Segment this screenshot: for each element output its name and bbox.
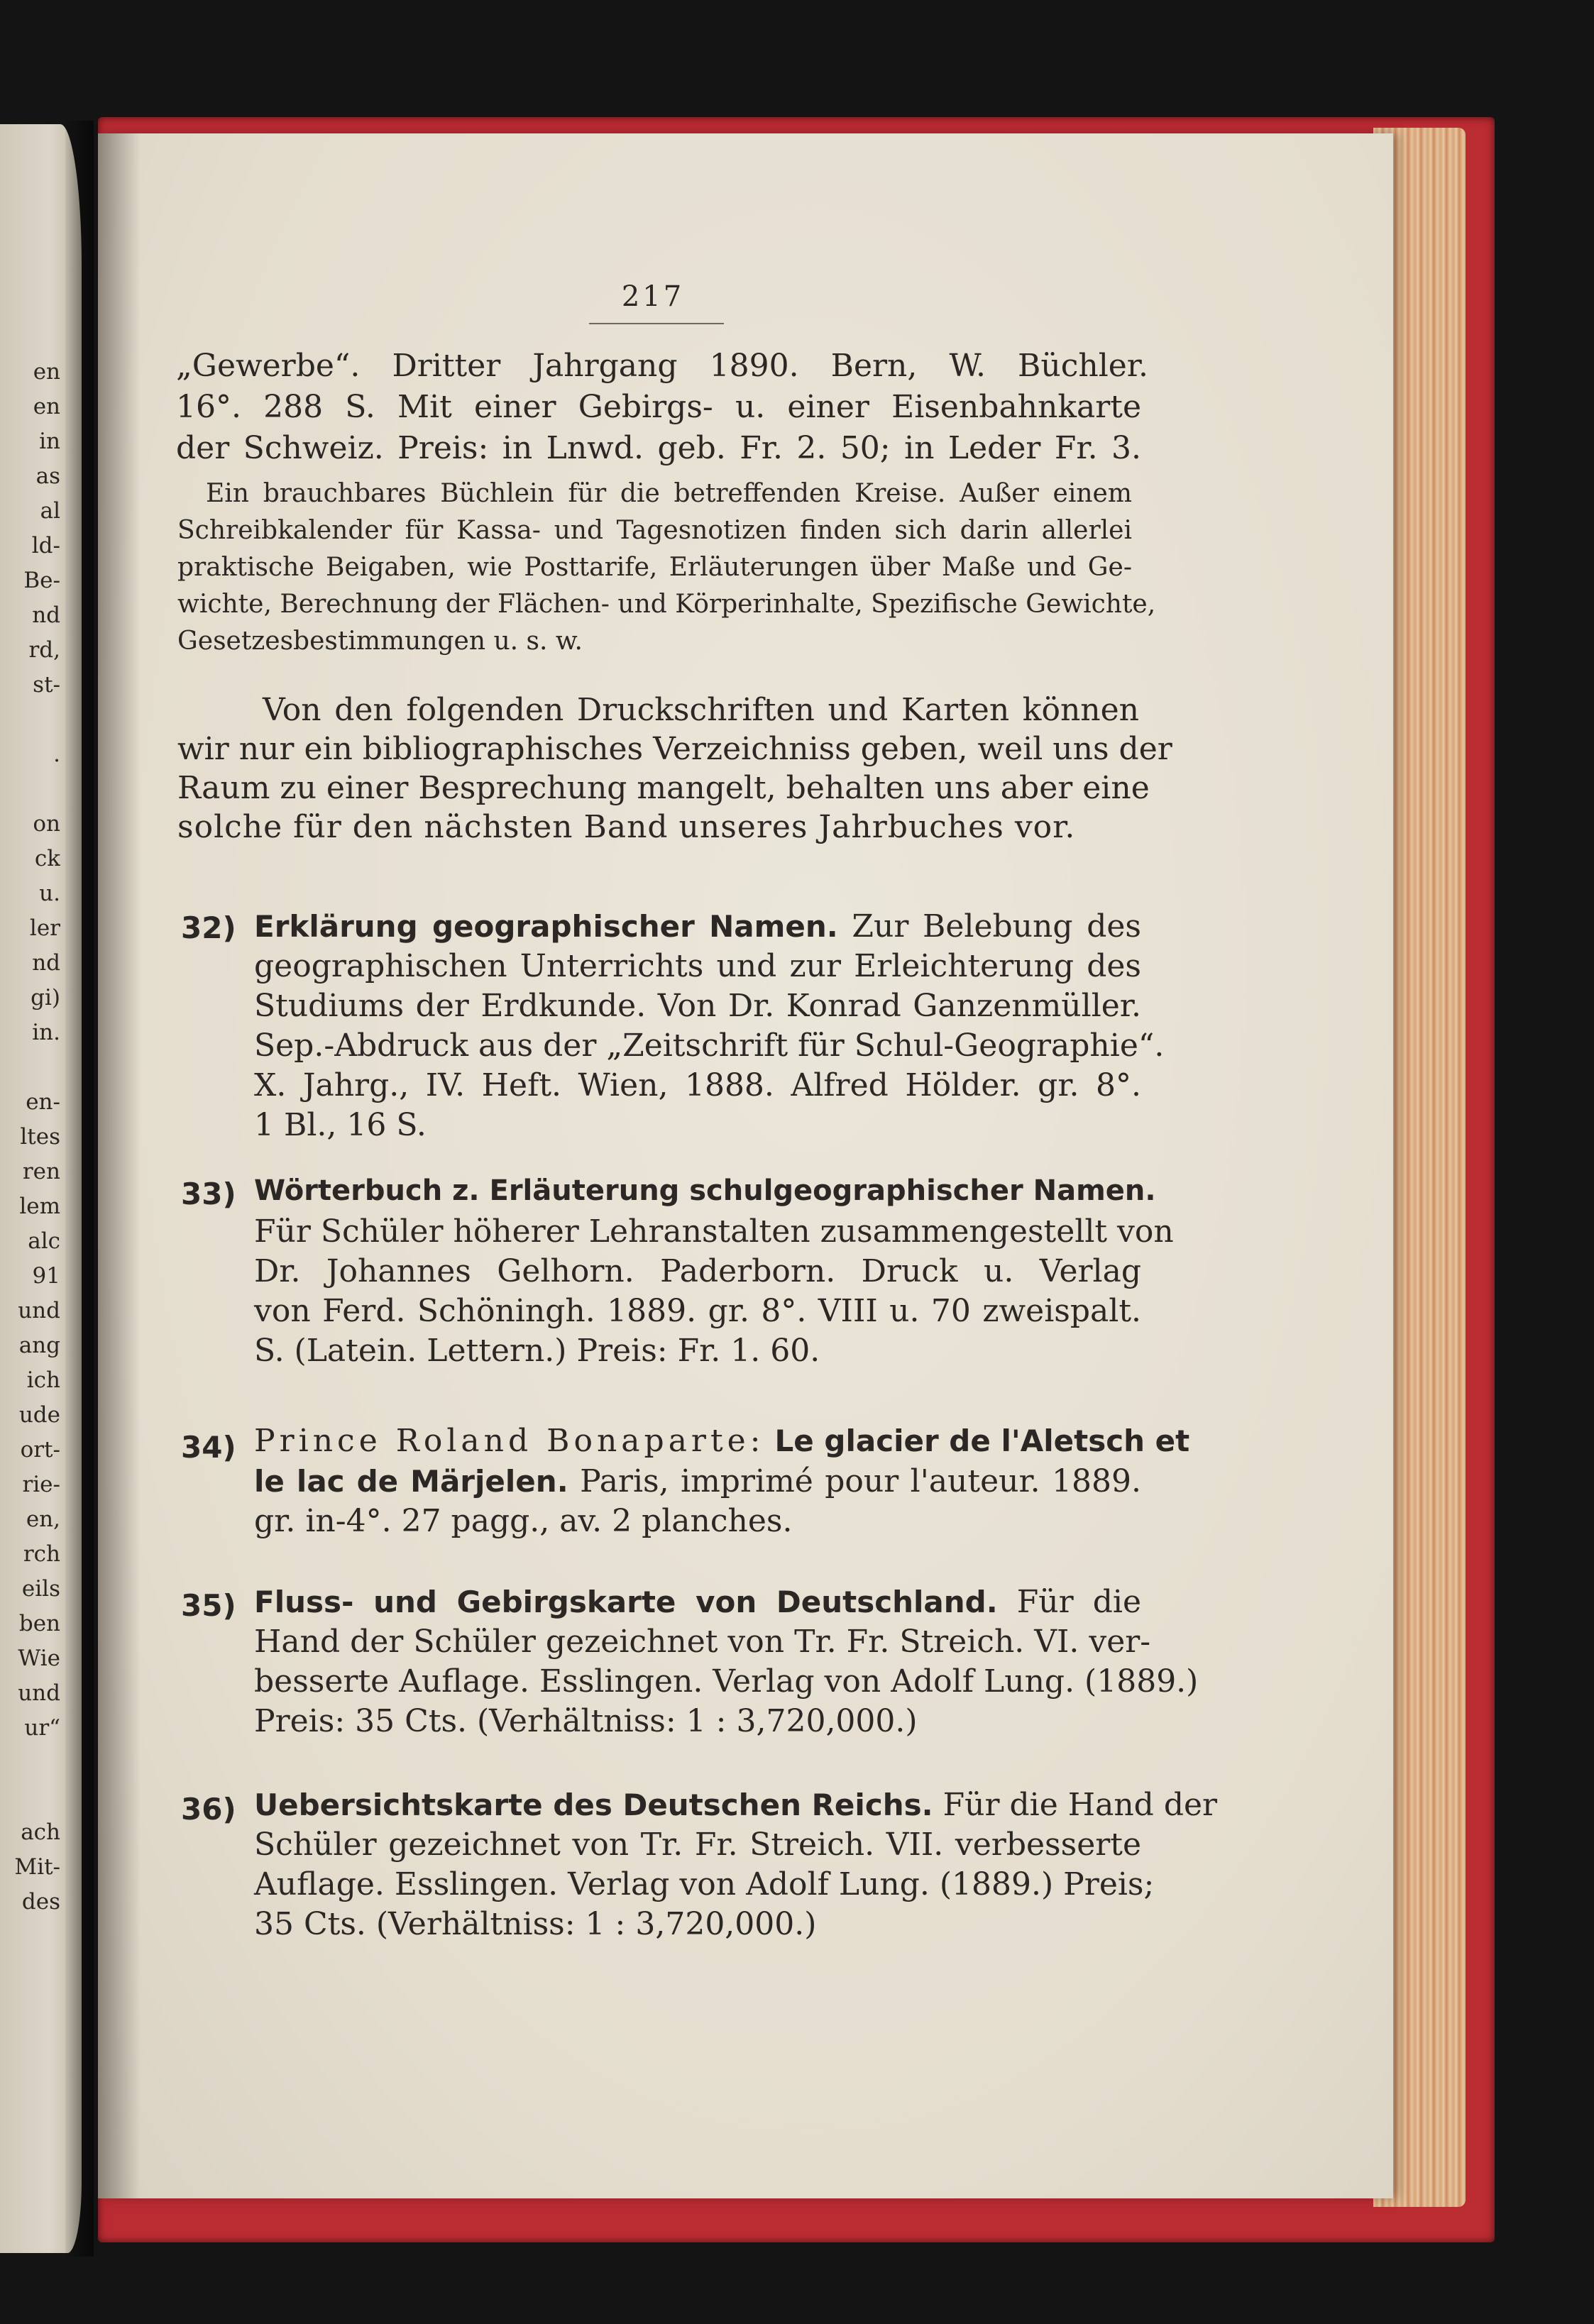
- left-page-fragment: .: [53, 742, 60, 767]
- left-page-fragment: [0, 1746, 60, 1780]
- entry-line: Schüler gezeichnet von Tr. Fr. Streich. VII. verbesserte: [254, 1827, 1141, 1863]
- page-number-rule: [589, 323, 724, 324]
- entry-second-line: [254, 1463, 1141, 1499]
- entry-title: Le glacier de l'Aletsch et: [774, 1423, 1190, 1458]
- entry-first-rest: Paris, imprimé pour l'auteur. 1889.: [580, 1463, 1141, 1499]
- entry-line: Sep.-Abdruck aus der „Zeitschrift für Schul-Geographie“.: [254, 1028, 1165, 1064]
- left-page-fragment: as: [35, 463, 60, 489]
- entry-title: Erklärung geographischer Namen.: [254, 909, 838, 944]
- left-page-fragment: ach: [21, 1819, 60, 1845]
- left-page-fragment: [0, 1780, 60, 1815]
- entry-line: Hand der Schüler gezeichnet von Tr. Fr. Streich. VI. ver-: [254, 1624, 1151, 1660]
- left-page-fragment: in.: [32, 1020, 60, 1045]
- entry-line: Für Schüler höherer Lehranstalten zusammengestellt von: [254, 1213, 1174, 1250]
- entry-line: Studiums der Erdkunde. Von Dr. Konrad Ganzenmüller.: [254, 988, 1141, 1024]
- entry-line: von Ferd. Schöningh. 1889. gr. 8°. VIII u. 70 zweispalt.: [254, 1293, 1141, 1329]
- left-page-fragment: lem: [19, 1194, 60, 1219]
- left-page-fragment: rch: [23, 1541, 60, 1567]
- book-gutter-shadow: [65, 121, 94, 2257]
- left-page-fragment: ang: [18, 1333, 60, 1358]
- entry-title: Fluss- und Gebirgskarte von Deutschland.: [254, 1585, 998, 1619]
- left-page-fragment: nd: [32, 950, 60, 976]
- entry-line: gr. in-4°. 27 pagg., av. 2 planches.: [254, 1503, 793, 1539]
- left-page-fragment: rie-: [22, 1472, 60, 1497]
- left-page-fragment: [0, 1050, 60, 1085]
- entry-line: besserte Auflage. Esslingen. Verlag von Adolf Lung. (1889.): [254, 1663, 1199, 1700]
- intro-note-line: wichte, Berechnung der Flächen- und Körperinhalte, Spezifische Gewichte,: [177, 590, 1156, 619]
- left-page-fragment: und: [18, 1298, 60, 1323]
- left-page-fragment: gi): [31, 985, 60, 1010]
- left-page-fragment: [0, 772, 60, 807]
- intro-note-line: Gesetzesbestimmungen u. s. w.: [177, 627, 583, 656]
- left-page-fragment: des: [21, 1889, 60, 1915]
- entry-author: Prince Roland Bonaparte:: [254, 1423, 765, 1459]
- page-gutter-shadow: [98, 133, 141, 2198]
- entry-first-rest: Für die: [1016, 1584, 1141, 1620]
- entry-line: Dr. Johannes Gelhorn. Paderborn. Druck u. Verlag: [254, 1253, 1141, 1289]
- left-page-fragment: in: [39, 429, 60, 454]
- entry-number: 34): [181, 1430, 236, 1465]
- left-page-fragment: ben: [18, 1611, 60, 1636]
- entry-first-rest: Für die Hand der: [942, 1787, 1218, 1823]
- entry-line: 35 Cts. (Verhältniss: 1 : 3,720,000.): [254, 1906, 817, 1942]
- left-page-fragment: rd,: [28, 637, 60, 663]
- paragraph-line: solche für den nächsten Band unseres Jahrbuches vor.: [177, 809, 1076, 845]
- left-page-fragment: on: [33, 811, 60, 837]
- entry-title: Uebersichtskarte des Deutschen Reichs.: [254, 1788, 933, 1822]
- entry-line: 1 Bl., 16 S.: [254, 1107, 427, 1143]
- entry-line: geographischen Unterrichts und zur Erleichterung des: [254, 948, 1141, 984]
- left-page-fragment: Wie: [18, 1646, 60, 1671]
- left-page-fragment: eils: [21, 1576, 60, 1602]
- entry-first-line: [254, 1423, 1190, 1459]
- entry-title: Wörterbuch z. Erläuterung schulgeographischer Namen.: [254, 1174, 1156, 1207]
- entry-first-line: [254, 1787, 1218, 1823]
- left-page-fragment: en-: [26, 1089, 60, 1115]
- left-page-fragment: u.: [39, 881, 60, 906]
- left-page-fragment: en: [33, 394, 60, 419]
- left-page-fragment: ck: [34, 846, 60, 871]
- left-page-fragment: ren: [22, 1159, 60, 1184]
- paragraph-line: Von den folgenden Druckschriften und Karten können: [263, 692, 1139, 728]
- intro-note-line: Ein brauchbares Büchlein für die betreffenden Kreise. Außer einem: [206, 479, 1132, 508]
- entry-line: X. Jahrg., IV. Heft. Wien, 1888. Alfred Hölder. gr. 8°.: [254, 1067, 1141, 1103]
- left-page-fragment: ude: [18, 1402, 60, 1428]
- left-page-fragment: 91: [32, 1263, 60, 1289]
- entry-first-line: [254, 908, 1141, 945]
- entry-number: 36): [181, 1792, 236, 1827]
- left-page-fragments: [0, 355, 60, 1920]
- left-page-fragment: und: [18, 1680, 60, 1706]
- entry-title-cont: le lac de Märjelen.: [254, 1464, 568, 1499]
- left-page-fragment: en: [33, 359, 60, 385]
- intro-line: der Schweiz. Preis: in Lnwd. geb. Fr. 2. 50; in Leder Fr. 3.: [176, 430, 1141, 466]
- left-page-fragment: ur“: [24, 1715, 60, 1741]
- intro-note-line: Schreibkalender für Kassa- und Tagesnotizen finden sich darin allerlei: [177, 516, 1132, 545]
- left-page-fragment: Be-: [23, 568, 60, 593]
- paragraph-line: wir nur ein bibliographisches Verzeichniss geben, weil uns der: [177, 731, 1172, 767]
- entry-first-rest: Zur Belebung des: [852, 908, 1141, 945]
- left-page-fragment: ld-: [31, 533, 60, 558]
- intro-line: 16°. 288 S. Mit einer Gebirgs- u. einer Eisenbahnkarte: [176, 389, 1141, 425]
- left-page-fragment: Mit-: [14, 1854, 60, 1880]
- left-page-fragment: nd: [32, 602, 60, 628]
- entry-line: S. (Latein. Lettern.) Preis: Fr. 1. 60.: [254, 1333, 820, 1369]
- entry-line: Auflage. Esslingen. Verlag von Adolf Lung. (1889.) Preis;: [254, 1866, 1155, 1902]
- left-page-fragment: ler: [29, 915, 60, 941]
- left-page-fragment: ich: [26, 1367, 60, 1393]
- left-page-fragment: al: [40, 498, 60, 524]
- left-page-fragment: en,: [26, 1507, 60, 1532]
- intro-line: „Gewerbe“. Dritter Jahrgang 1890. Bern, W. Büchler.: [176, 348, 1148, 384]
- left-page-fragment: ort-: [20, 1437, 60, 1463]
- page-number: 217: [621, 280, 685, 313]
- entry-first-line: [254, 1584, 1141, 1620]
- entry-number: 32): [181, 910, 236, 945]
- left-page-fragment: ltes: [20, 1124, 60, 1150]
- left-page-fragment: [0, 703, 60, 737]
- left-page-fragment: alc: [28, 1228, 60, 1254]
- entry-line: Preis: 35 Cts. (Verhältniss: 1 : 3,720,000.): [254, 1703, 918, 1739]
- entry-number: 35): [181, 1588, 236, 1623]
- left-page-fragment: st-: [33, 672, 60, 698]
- intro-note-line: praktische Beigaben, wie Posttarife, Erläuterungen über Maße und Ge-: [177, 553, 1132, 582]
- entry-number: 33): [181, 1177, 236, 1211]
- paragraph-line: Raum zu einer Besprechung mangelt, behalten uns aber eine: [177, 770, 1150, 806]
